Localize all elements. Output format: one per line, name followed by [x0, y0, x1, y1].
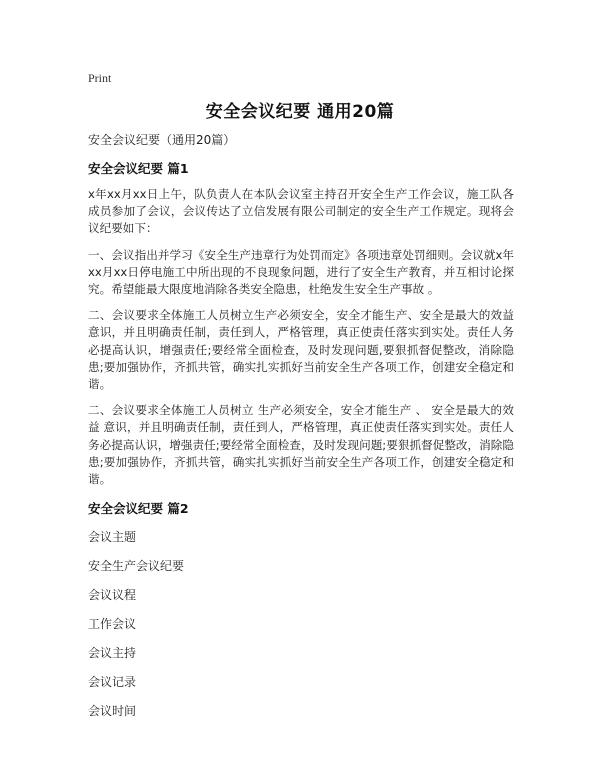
section-1 — [88, 160, 514, 488]
list-item: 会议议程 — [88, 588, 137, 603]
list-item: 会议主题 — [88, 530, 137, 545]
section-2 — [88, 500, 514, 720]
paragraph: 二、会议要求全体施工人员树立 生产必须安全，安全才能生产 、 安全是最大的效益 意识，并且明确责任制，责任到人，严格管理，真正使责任落实到实处。责任人务必提高认识，增强责任;要经常全面检查，及时发现问题;要狠抓督促整改，消除隐患;要加强协作，齐抓共管，确实扎实抓好当前安全生产各项工作，创建安全稳定和谐。 — [88, 403, 514, 487]
print-label: Print — [88, 71, 112, 85]
paragraph: 一、会议指出并学习《安全生产违章行为处罚而定》各项违章处罚细则。会议就x年xx月xx日停电施工中所出现的不良现象问题，进行了安全生产教育，并互相讨论探究。希望能最大限度地消除各类安全隐患，杜绝发生安全生产事故 。 — [88, 247, 514, 297]
paragraph: x年xx月xx日上午，队负责人在本队会议室主持召开安全生产工作会议，施工队各成员参加了会议，会议传达了立信发展有限公司制定的安全生产工作规定。现将会议纪要如下： — [88, 187, 514, 236]
list-item: 会议时间 — [88, 704, 137, 719]
section-heading: 安全会议纪要 篇1 — [88, 161, 189, 176]
document-subtitle: 安全会议纪要（通用20篇） — [88, 133, 236, 147]
section-heading: 安全会议纪要 篇2 — [88, 501, 189, 517]
document-body — [88, 132, 514, 732]
document-title: 安全会议纪要 通用20篇 — [205, 102, 395, 122]
list-item: 会议记录 — [88, 675, 137, 690]
paragraph: 二、会议要求全体施工人员树立生产必须安全，安全才能生产、安全是最大的效益意识，并且明确责任制，责任到人，严格管理，真正使责任落实到实处。责任人务必提高认识，增强责任;要经常全面检查，及时发现问题,要狠抓督促整改，消除隐患;要加强协作，齐抓共管，确实扎实抓好当前安全生产各项工作，创建安全稳定和谐。 — [88, 308, 514, 392]
list-item: 会议主持 — [88, 646, 137, 661]
list-item: 安全生产会议纪要 — [88, 559, 185, 574]
list-item: 工作会议 — [88, 617, 137, 632]
